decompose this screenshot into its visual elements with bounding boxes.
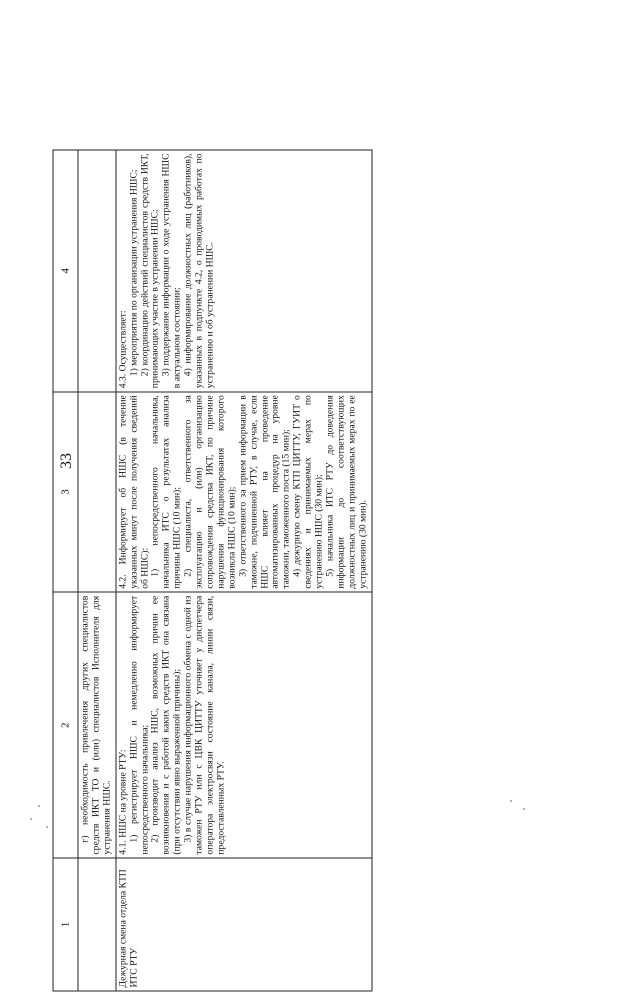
duty-shift-row [116,150,372,991]
item-4-2-4: 4) дежурную смену КТП ЦИТТУ, ГУИТ о сведениях и принимаемых мерах по устранению НШС (30 мин); [291,395,325,589]
cont-item-g: г) необходимость привлечения других специалистов средств ИКТ ТО и (или) специалистов Исполнителя для устранения НШС. [79,595,113,855]
item-4-1: 4.1. НШС на уровне РТУ: [117,749,129,855]
header-cell-2: 2 [53,592,78,858]
cont-cell-1 [78,858,116,991]
scan-speck [510,800,512,802]
cont-cell-2 [78,592,116,858]
scan-speck [523,808,525,810]
item-4-2-2: 2) специалиста, ответственного за эксплуатацию и (или) организацию сопровождения средства ИКТ, по причине нарушения функционирования которого возникла НШС (10 мин); [182,395,238,589]
item-4-2-1: 1) непосредственного начальника, начальника ИТС о результатах анализа причины НШС (10 мин); [149,395,183,589]
item-4-1-1: 1) регистрирует НШС и немедленно информирует непосредственного начальника; [128,595,151,855]
page-number: 33 [58,453,75,469]
header-row [53,150,78,991]
item-4-3-4: 4) информирование должностных лиц (работников), указанных в подпункте 4.2, о проводимых работах по устранению и об устранении НШС. [182,153,216,389]
item-4-2-5: 5) начальника ИТС РТУ до доведения информации до соответствующих должностных лиц и принимаемых мерах по ее устранению (30 мин). [324,395,369,589]
header-cell-1: 1 [53,858,78,991]
responsibilities-table [53,150,373,992]
item-4-2-3: 3) ответственного за прием информации в таможне, подчиненной РТУ, в случае, если НШС влияет на проведение автоматизированных процедур на уровне таможни, таможенного поста (15 мин); [237,395,292,589]
header-cell-3: 3 [53,392,78,593]
item-4-3-1: 1) мероприятия по организации устранения НШС; [128,169,140,377]
rtu-level-cell [116,592,372,858]
scan-speck [38,805,40,807]
cont-cell-3 [78,392,116,593]
continuation-row [78,150,116,991]
item-4-3: 4.3. Осуществляет: [117,310,129,389]
rotated-table-container [53,150,586,992]
item-4-3-2: 2) координацию действий специалистов средств ИКТ, принимающих участие в устранении НШС; [139,153,161,389]
item-4-1-2: 2) производит анализ НШС, возможных причин ее возникновения и с работой каких средств ИКТ она связана (при отсутствии явно выраженной причины); [149,595,183,855]
scan-speck [30,818,32,820]
cont-cell-4 [78,150,116,392]
item-4-3-3: 3) поддержание информации о ходе устранения НШС в актуальном состоянии; [160,153,183,389]
duty-shift-name: Дежурная смена отдела КТП ИТС РТУ [116,858,372,991]
performs-cell [116,150,372,392]
item-4-2: 4.2. Информирует об НШС (в течение указанных минут после получения сведений об НШС): [117,395,151,589]
informs-cell [116,392,372,593]
header-cell-4: 4 [53,150,78,392]
scan-speck [46,826,48,828]
item-4-1-3: 3) в случае нарушения информационного обмена с одной из таможен РТУ или с ЦВК ЦИТТУ уточняет у диспетчера оператора электросвязи состояние канала, линии связи, предоставленных РТУ. [182,595,227,855]
